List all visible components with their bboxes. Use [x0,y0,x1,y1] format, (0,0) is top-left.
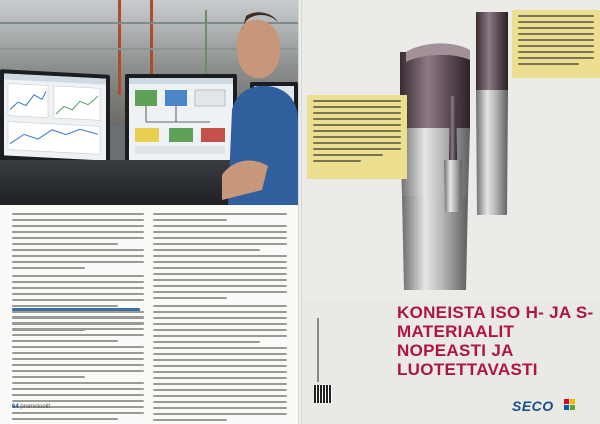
headline: KONEISTA ISO H- JA S-MATERIAALIT NOPEASTI JA LUOTETTAVASTI [397,303,594,379]
operator-figure [222,0,298,205]
page-number: 64 [12,404,19,410]
monitor-left [0,69,110,167]
folio [12,404,50,410]
qr-code[interactable] [314,385,332,403]
caption-mid [307,95,407,179]
right-page [302,0,600,424]
qr-side-text [316,318,320,382]
monitor-right [125,74,237,166]
seco-logo-mark-icon [564,399,575,410]
seco-logo: SECO [512,398,554,414]
control-room-photo [0,0,298,205]
section-subhead [12,308,140,311]
body-column-2 [153,213,287,424]
left-page [0,0,298,424]
magazine-title: promotoolit [20,404,51,410]
caption-top [512,10,600,78]
